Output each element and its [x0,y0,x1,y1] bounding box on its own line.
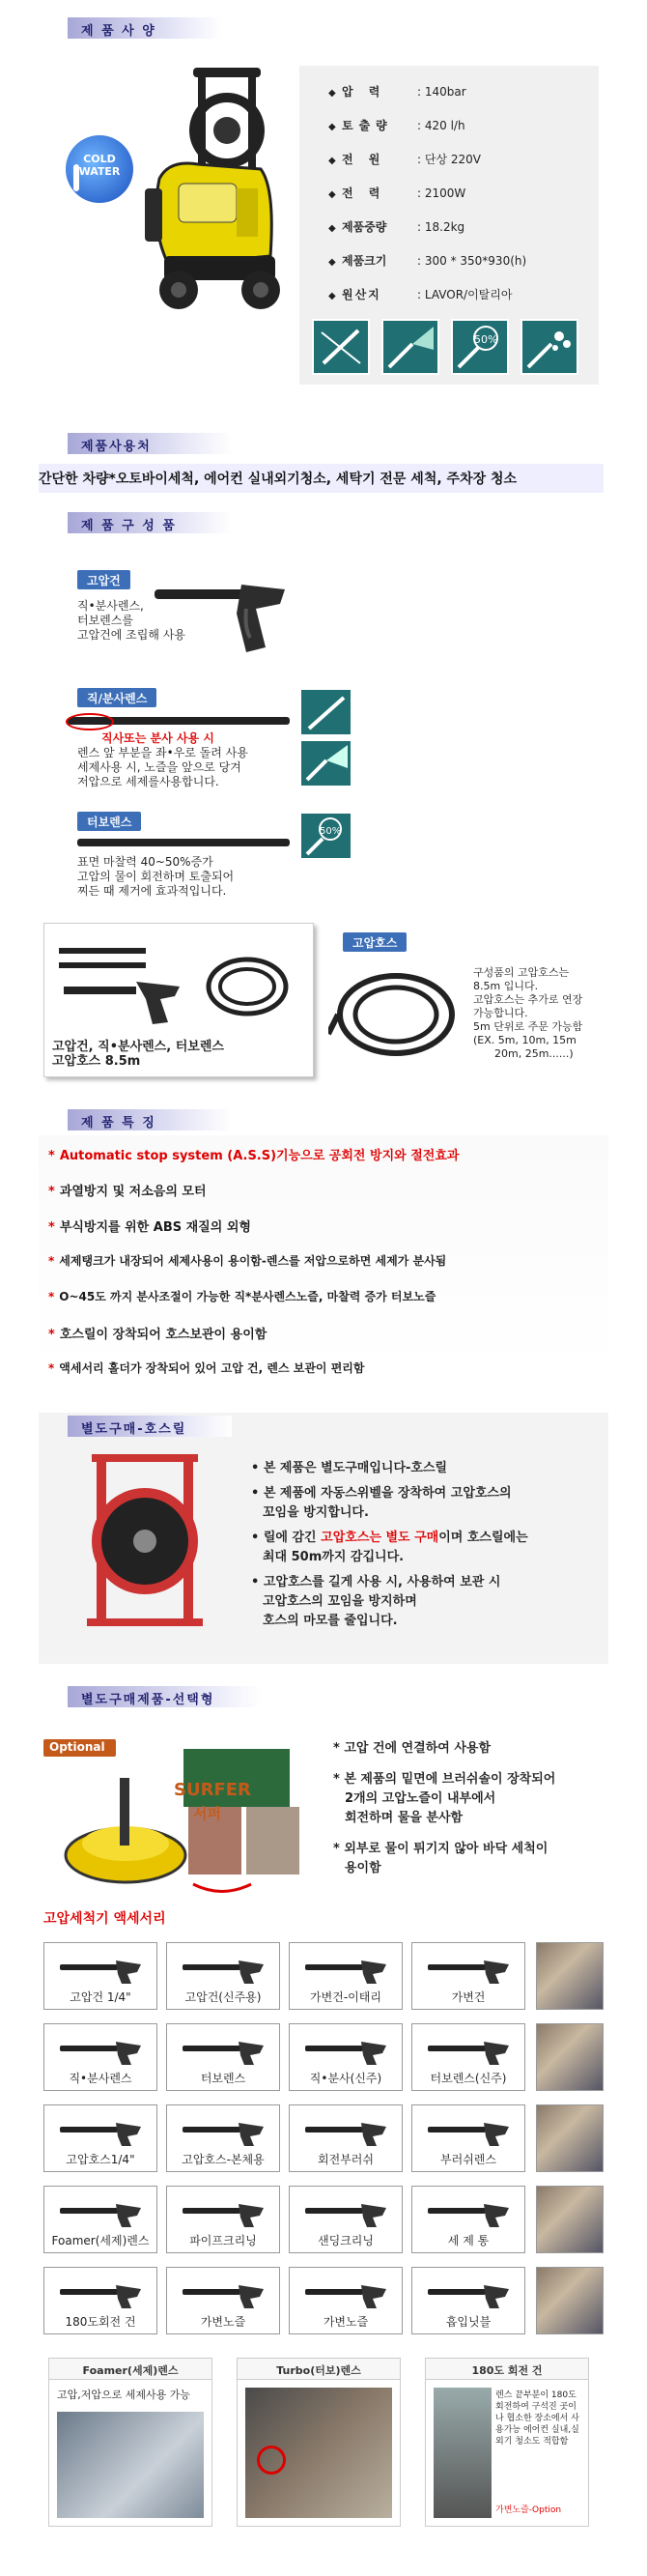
rotating-gun-card-text: 렌스 끝부분이 180도 회전하여 구석진 곳이나 협소한 장소에서 사용가능 에어컨 실내,실외기 청소도 적합함 [495,2390,579,2447]
turbo-lance-label: 터보렌스 [77,812,141,831]
spec-row: ◆ 제품크기 : 300 * 350*930(h) [328,254,527,268]
spray-desc-line: 저압으로 세제를사용합니다. [77,775,219,788]
foamer-card-text: 고압,저압으로 세제사용 가능 [57,2389,191,2401]
hose-desc-line: (EX. 5m, 10m, 15m [473,1034,577,1046]
accessory-image [303,2117,388,2146]
spec-value: : 420 l/h [417,119,465,132]
surfer-text: 외부로 물이 튀기지 않아 바닥 세척이 [344,1842,549,1856]
wide-spray-icon [381,319,439,375]
turbo-50-icon [299,812,352,860]
surfer-line: * 고압 건에 연결하여 사용함 [333,1741,492,1756]
spec-label: 전 력 [342,186,386,200]
accessory-image [426,2279,511,2308]
accessory-photo [536,2023,604,2091]
rotating-gun-card [425,2358,589,2527]
accessory-photo [536,2104,604,2172]
gun-desc [77,599,185,643]
accessory-item [289,2186,403,2253]
spec-value: : 300 * 350*930(h) [417,254,527,268]
set-caption [52,1040,224,1069]
foamer-card [48,2358,212,2527]
accessory-image [58,2036,143,2065]
feature-text: 세제탱크가 내장되어 세제사용이 용이함-렌스를 저압으로하면 세제가 분사됨 [59,1254,447,1268]
accessory-label: 고압건(신주용) [184,1990,262,2004]
accessory-photo [536,2267,604,2334]
accessory-item [166,2023,280,2091]
spray-desc-line: 렌스 앞 부분을 좌•우로 돌려 사용 [77,746,248,759]
hose-reel-line: 최대 50m까지 감깁니다. [263,1550,405,1564]
accessory-image [181,1955,266,1984]
spec-row: ◆ 전 원 : 단상 220V [328,153,481,166]
accessory-image [58,2198,143,2227]
accessory-image [426,2036,511,2065]
accessory-label: 터보렌스 [200,2072,246,2085]
accessory-image [303,2198,388,2227]
pressure-washer-image [140,63,285,324]
hose-reel-image [77,1449,222,1633]
surfer-desc [333,1739,555,1878]
water-word: WATER [78,165,121,178]
turbo-card-title: Turbo(터보)렌스 [238,2359,400,2380]
spray-icon [312,319,370,375]
gun-desc-line: 터보렌스를 [77,614,133,627]
accessory-image [58,1955,143,1984]
features-section-title: 제 품 특 징 [68,1109,232,1131]
accessory-label: 가변건 [451,1990,486,2004]
accessory-image [181,2036,266,2065]
hose-desc [473,966,582,1061]
gun-label: 고압건 [77,570,130,589]
feature-item: * Automatic stop system (A.S.S)기능으로 공회전 방지와 절전효과 [48,1149,460,1163]
accessory-item [289,1942,403,2010]
feature-text: 호스릴이 장착되어 호스보관이 용이함 [59,1328,267,1342]
spec-row: ◆ 전 력 : 2100W [328,186,466,200]
accessory-label: 파이프크리닝 [189,2234,257,2247]
spec-value: : 18.2kg [417,220,465,234]
accessory-item [166,2267,280,2334]
gun-desc-line: 직•분사렌스, [77,599,144,613]
accessory-label: 가변노즐 [323,2315,369,2329]
hose-desc-line: 고압호스는 추가로 연장 [473,993,583,1006]
hose-reel-text: 본 제품은 별도구매입니다-호스릴 [263,1461,448,1475]
accessory-label: 고압호스-본체용 [182,2153,265,2166]
hose-desc-line: 5m 단위로 주문 가능함 [473,1020,583,1033]
set-image [54,933,305,1025]
spray-lance-label: 직/분사렌스 [77,688,156,707]
cold-water-badge [66,135,133,203]
gun-desc-line: 고압건에 조립해 사용 [77,628,185,642]
accessory-item [43,2104,157,2172]
spray-desc-line: 세제사용 시, 노즐을 앞으로 당겨 [77,760,241,774]
accessory-image [426,1955,511,1984]
feature-text: 부식방지를 위한 ABS 재질의 외형 [59,1220,251,1235]
hose-reel-text: 릴에 감긴 [263,1531,322,1545]
accessory-image [303,2279,388,2308]
foam-icon [520,319,578,375]
turbo-desc-line: 고압의 물이 회전하며 토출되어 [77,870,235,883]
accessory-item [43,1942,157,2010]
spec-row: ◆ 제품중량 : 18.2kg [328,220,465,234]
set-caption-line: 고압호스 8.5m [52,1054,141,1069]
spec-value: : 2100W [417,186,466,200]
foamer-photo [57,2412,204,2518]
turbo-desc-line: 표면 마찰력 40~50%증가 [77,855,213,869]
accessory-label: 180도회전 건 [65,2315,136,2329]
spec-label: 제품크기 [342,254,387,268]
accessory-item [43,2023,157,2091]
accessory-item [411,2186,525,2253]
accessory-label: 고압호스1/4" [66,2153,135,2166]
accessory-item [411,1942,525,2010]
usage-text: 간단한 차량*오토바이세척, 에어컨 실내외기청소, 세탁기 전문 세척, 주차장 청소 [39,464,604,493]
turbo-percent: 50% [474,333,498,346]
hose-desc-line: 가능합니다. [473,1007,528,1019]
rotation-icon [257,2446,286,2475]
accessory-image [181,2117,266,2146]
hose-reel-line: • 본 제품에 자동스위벨을 장착하여 고압호스의 [251,1486,512,1501]
hose-desc-line: 8.5m 입니다. [473,980,539,992]
turbo-desc-line: 찌든 때 제거에 효과적입니다. [77,884,227,898]
accessory-label: 고압건 1/4" [70,1990,131,2004]
spray-icon [299,688,352,736]
turbo-50-icon [451,319,509,375]
rotating-gun-option: 가변노즐-Option [495,2505,562,2515]
foamer-card-title: Foamer(세제)렌스 [49,2359,211,2380]
spec-label: 원산지 [342,288,381,301]
hose-reel-text: 이며 호스릴에는 [438,1531,528,1545]
hose-reel-line: 꼬임을 방지합니다. [263,1505,369,1520]
turbo-lance-image [77,839,290,846]
accessory-image [181,2198,266,2227]
accessory-item [411,2267,525,2334]
spec-label: 토출량 [342,119,393,132]
optional-label: Optional [43,1739,116,1757]
feature-item: * 액세서리 홀더가 장착되어 있어 고압 건, 렌스 보관이 편리함 [48,1361,365,1375]
usage-section-title: 제품사용처 [68,433,232,454]
surfer-text: 본 제품의 밑면에 브러쉬솔이 장착되어 [344,1772,556,1787]
accessory-image [58,2117,143,2146]
accessory-item [43,2267,157,2334]
accessory-photo [536,1942,604,2010]
surfer-text: 고압 건에 연결하여 사용함 [344,1741,492,1756]
rotating-gun-photo [434,2388,492,2518]
hose-image [328,957,464,1073]
spec-row: ◆ 토출량 : 420 l/h [328,119,465,132]
feature-text: 과열방지 및 저소음의 모터 [59,1185,207,1199]
accessory-label: 세 제 통 [447,2234,490,2247]
accessory-label: 흡입닛블 [445,2315,492,2329]
surfer-kor: 서퍼 [193,1805,221,1822]
surfer-word: SURFER [174,1780,251,1800]
accessory-item [166,2186,280,2253]
turbo-desc [77,855,234,899]
hose-desc-line: 구성품의 고압호스는 [473,966,570,979]
turbo-card [237,2358,401,2527]
accessory-image [58,2279,143,2308]
hose-reel-text: 본 제품에 자동스위벨을 장착하여 고압호스의 [263,1486,512,1501]
spec-label: 전 원 [342,153,386,166]
accessory-item [166,1942,280,2010]
accessory-label: 가변노즐 [200,2315,246,2329]
accessory-item [289,2023,403,2091]
nozzle-highlight [66,713,114,730]
thermometer-icon [73,164,79,191]
accessory-item [43,2186,157,2253]
hose-reel-line: • 본 제품은 별도구매입니다-호스릴 [251,1461,448,1475]
feature-item: * 호스릴이 장착되어 호스보관이 용이함 [48,1328,267,1342]
accessory-photo [536,2186,604,2253]
surfer-line: * 본 제품의 밑면에 브러쉬솔이 장착되어 [333,1772,556,1787]
feature-text: Automatic stop system (A.S.S)기능으로 공회전 방지와 절전효과 [59,1149,460,1163]
spec-section-title: 제 품 사 양 [68,17,222,39]
accessory-image [303,1955,388,1984]
accessory-item [166,2104,280,2172]
spec-value: : LAVOR/이탈리아 [417,288,513,301]
spray-desc-red: 직사또는 분사 사용 시 [101,731,214,745]
hose-reel-text: 고압호스를 길게 사용 시, 사용하여 보관 시 [263,1575,501,1589]
hose-label: 고압호스 [343,932,407,952]
accessory-label: 샌딩크리닝 [318,2234,374,2247]
hose-reel-section-title: 별도구매-호스릴 [68,1416,232,1437]
feature-text: O~45도 까지 분사조절이 가능한 직*분사렌스노즐, 마찰력 증가 터보노즐 [59,1290,436,1303]
spec-row: ◆ 원산지 : LAVOR/이탈리아 [328,288,513,301]
hose-reel-line: • 고압호스를 길게 사용 시, 사용하여 보관 시 [251,1575,501,1589]
accessory-label: 부러쉬렌스 [440,2153,496,2166]
accessory-item [411,2023,525,2091]
accessory-image [426,2117,511,2146]
accessory-image [303,2036,388,2065]
surfer-line: 회전하며 물을 분사함 [345,1811,464,1825]
feature-item: * O~45도 까지 분사조절이 가능한 직*분사렌스노즐, 마찰력 증가 터보노즐 [48,1290,436,1303]
hose-desc-line: 20m, 25m......) [494,1047,574,1060]
accessory-item [411,2104,525,2172]
set-box [43,923,314,1077]
accessory-image [426,2198,511,2227]
accessory-item [289,2104,403,2172]
accessory-label: 직•분사렌스 [69,2072,132,2085]
spray-desc [77,746,248,789]
accessory-label: Foamer(세제)렌스 [51,2234,150,2247]
surfer-line: 2개의 고압노즐이 내부에서 [345,1791,496,1806]
hose-reel-text-red: 고압호스는 별도 구매 [321,1531,439,1545]
accessory-label: 회전부러쉬 [318,2153,374,2166]
surfer-line: 용이함 [345,1861,381,1875]
surfer-line: * 외부로 물이 튀기지 않아 바닥 세척이 [333,1842,549,1856]
accessory-item [289,2267,403,2334]
surfer-section-title: 별도구매제품-선택형 [68,1686,261,1707]
accessory-label: 터보렌스(신주) [430,2072,507,2085]
feature-item: * 부식방지를 위한 ABS 재질의 외형 [48,1220,251,1235]
accessory-label: 직•분사(신주) [309,2072,382,2085]
feature-item: * 세제탱크가 내장되어 세제사용이 용이함-렌스를 저압으로하면 세제가 분사됨 [48,1254,447,1268]
hose-reel-line: • 릴에 감긴 고압호스는 별도 구매이며 호스릴에는 [251,1531,528,1545]
rotating-gun-card-title: 180도 회전 건 [426,2359,588,2380]
feature-item: * 과열방지 및 저소음의 모터 [48,1185,207,1199]
spec-value: : 단상 220V [417,153,481,166]
spec-value: : 140bar [417,85,466,99]
wide-spray-icon [299,739,352,787]
accessory-label: 가변건-이태리 [310,1990,381,2004]
spec-row: ◆ 압 력 : 140bar [328,85,466,99]
set-caption-line: 고압건, 직•분사렌스, 터보렌스 [52,1040,224,1054]
turbo-badge: 50% [320,826,342,837]
hose-reel-line: 고압호스의 꼬임을 방지하며 [263,1594,417,1609]
accessories-section-title: 고압세척기 액세서리 [43,1911,166,1927]
cold-word: COLD [83,153,116,165]
hose-reel-line: 호스의 마모를 줄입니다. [263,1614,398,1628]
accessory-image [181,2279,266,2308]
feature-text: 액세서리 홀더가 장착되어 있어 고압 건, 렌스 보관이 편리함 [59,1361,365,1375]
spec-label: 제품중량 [342,220,387,234]
spec-label: 압 력 [342,85,386,99]
hose-reel-desc [251,1459,528,1631]
components-section-title: 제 품 구 성 품 [68,512,232,533]
